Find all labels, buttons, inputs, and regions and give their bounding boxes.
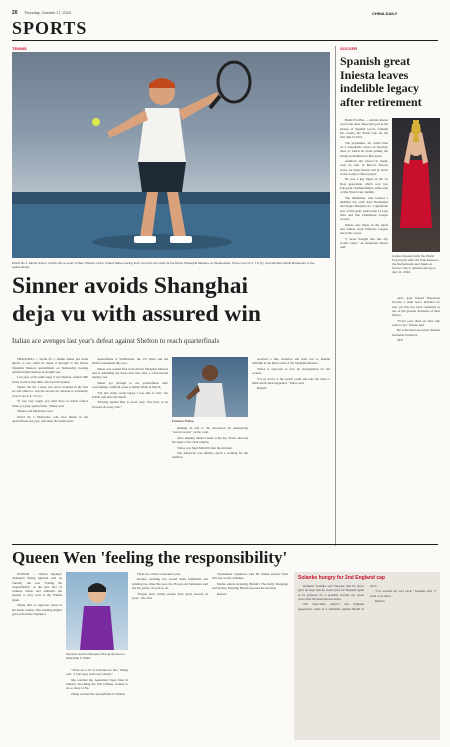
tennis-col1-para: Sinner, the No 1 seed, was never troubled in the first set and rallied to win the second set tiebreak to eventually close it out 6-4, 7-6 (1).: [12, 385, 88, 398]
soccer-col3-para: ona's goal helped Barcelona become a team never matched for real, yet this has been cemented as one of the greatest moments of their history.: [392, 296, 440, 318]
sidebar-para: Reuters: [375, 599, 385, 604]
soccer-col1-para: "I never thought that this day would come," an emotional Iniesta said.: [340, 236, 388, 250]
tennis-col4-para: "I'll go down to the locker room and take my time to think about what happened," Tiafoe said.: [252, 376, 330, 385]
iniesta-photo-caption: Andres Iniesta holds the World Cup trophy after the final between the Netherlands and Spain at Soccer City in Johannesburg on July 11, 2010.: [392, 254, 439, 275]
soccer-col1-para: Iniesta also shone in the Japan and United Arab Emirates leagues late in his career.: [340, 222, 388, 236]
zheng-story-col4: [212, 572, 288, 740]
soccer-story-col3: [392, 296, 440, 538]
zheng-col3-para: "People don't realize people have great seasons in sport," she said.: [132, 591, 208, 600]
newspaper-name: CHINA DAILY: [372, 10, 398, 16]
tennis-col3-para: pushing an end to the discussion by announcing "several serves" on the court.: [172, 426, 248, 435]
zheng-col1-para: Zheng shot to superstar status in her home country after winning singles gold at the Paris Olympics.: [12, 603, 62, 616]
tennis-col4-para: received a fine violation and then lost to Roman Safiullin in the third round of the Shanghai Masters.: [252, 357, 330, 366]
tiafoe-photo-caption: Frances Tiafoe: [172, 419, 194, 423]
sidebar-para: The Newcastle player's last England appearance came as a substitute against Brazil in 2017.: [298, 584, 378, 611]
sinner-photo: [12, 52, 330, 258]
tennis-col2-para: Sinner was seeded first at the Rolex Shanghai Masters and is defending the hard-court title after a controversial doping case.: [92, 366, 168, 380]
soccer-story-col1: [340, 118, 388, 538]
zheng-illustration: [66, 572, 128, 650]
zheng-story-col2: [66, 668, 128, 740]
tennis-col2-para: "I'm just really, really happy I was able to win," the Italian said after the match.: [92, 390, 168, 399]
sinner-illustration: [12, 52, 330, 258]
tennis-col1-para: World No 5 Medvedev, who beat Sinner in the quarterfinals last year, will meet the Italian next.: [12, 414, 88, 423]
zheng-col3-para: Finals for a third consecutive year.: [137, 572, 182, 576]
tennis-story-col1: [12, 357, 88, 539]
tennis-story-col2: [92, 357, 168, 539]
column-divider: [335, 46, 336, 546]
zheng-headline: Queen Wen 'feeling the responsibility': [12, 548, 288, 567]
soccer-col1-para: Admired and adored in Spain, even by fans of Barça's fiercest rivals, for many Iniesta will go down as the country's finest player.: [340, 159, 388, 176]
page-number: 20: [12, 10, 18, 16]
bottom-rule: [12, 544, 438, 545]
zheng-col1-para: WUHAN — China's Olympic champion Zheng Qinwen said on Tuesday she was "feeling the responsibility" as the new face of Chinese tennis and admitted she needed to play well at the Wuhan Open.: [12, 572, 62, 602]
iniesta-illustration: [392, 118, 440, 252]
zheng-col4-para: Tournament organizers said the Sinner-Alcaraz final will stay on the schedule.: [212, 572, 288, 581]
soccer-col1-para: He was a key figure in the La Roja generation which won two European Championships, either side of that World Cup triumph.: [340, 177, 388, 195]
soccer-col1-para: The midfielder, who formed a midfield trio with Xavi Hernandez and Sergio Busquets for a significant part of that spell, added nine La Liga titles and four Champions League crowns.: [340, 195, 388, 222]
sidebar-para: Dominic Solanke said Tuesday that he never gave up hope that he would play for England again as he prepares for a possible second cap seven years after his international debut.: [298, 584, 364, 601]
tennis-col1-para: Last year, at the same stage it was Shelton, ranked 19th in the world at that time, who beat the Italian.: [12, 375, 88, 384]
tennis-col1-para: SHANGHAI — World No 1 Jannik Sinner put some ghosts to rest when he made it through to the Rolex Shanghai Masters quarterfinals on Wednesday, beating American Ben Shelton in straight sets.: [12, 357, 88, 374]
zheng-col4-para: Reuters: [217, 591, 227, 596]
soccer-col1-para: The playmaker, 40, called time on a remarkable career on Tuesday, most of which he spent pulling the strings in midfield for Barcelona.: [340, 140, 388, 158]
zheng-col2-para: "There are a lot of activities for me," Zheng said. "I can't play well every match.": [66, 668, 128, 677]
zheng-col2-para: Zheng reached the quarterfinals in Wuhan.: [71, 691, 126, 696]
section-title: SPORTS: [12, 18, 88, 38]
tennis-col2-para: "Playing against Ben is never easy. You have to be focused on every ball.": [92, 400, 168, 409]
soccer-col3-para: AFP: [397, 338, 403, 343]
main-deck: Italian ace avenges last year's defeat against Shelton to reach quarterfinals: [12, 337, 220, 345]
tennis-col3-para: After shaking Sinner's hand at the net, Tiafoe directed his anger at the chair umpire.: [172, 435, 248, 445]
zheng-story-col3: [132, 572, 208, 740]
main-headline-line1: Sinner avoids Shanghai: [12, 273, 248, 299]
soccer-col3-para: "Every year, there are fans who write to me," Iniesta said.: [392, 318, 440, 327]
tiafoe-photo: [172, 357, 248, 417]
sidebar-para: "I've worked my way back," Solanke said. "I want to be there.": [370, 589, 436, 598]
tennis-col4-para: Reuters: [257, 386, 267, 391]
soccer-col1-para: BARCELONA — Andres Iniesta scored the most important goal in the history of Spanish soccer, winning his country the World Cup for the first time in 2010.: [340, 118, 388, 140]
tennis-story-col4: [252, 357, 330, 539]
soccer-kicker: SOCCER: [340, 46, 358, 51]
zheng-photo: [66, 572, 128, 650]
section-rule: [12, 40, 438, 41]
tennis-story-col3: [172, 426, 248, 539]
tennis-col1-para: "It was very tough, you don't have so much control when you play against him," Sinner said.: [12, 399, 88, 408]
main-headline-line2: deja vu with assured win: [12, 301, 261, 327]
iniesta-photo: [392, 118, 440, 252]
zheng-col2-para: She reached the Australian Open final in January, becoming the first Chinese woman to do so since Li Na.: [66, 677, 128, 691]
zheng-photo-caption: Olympic tennis champion Zheng Qinwen in Shanghai in 2024.: [66, 652, 125, 661]
tiafoe-illustration: [172, 357, 248, 417]
tennis-col3-para: The American was initially given a warning for the outburst.: [172, 451, 248, 460]
soccer-col3-para: He is the most decorated Spanish footballer in history.: [392, 328, 440, 337]
tennis-col4-para: Tiafoe is expected to face an investigation for his actions.: [252, 366, 330, 376]
tennis-col3-para: Tiafoe was fined $60,000 after the incident.: [177, 445, 233, 450]
sinner-photo-caption: World No 1 Jannik Sinner of Italy hits a return to Ben Shelton of the United States during their round-of-16 match at the Rolex Shanghai Masters on Wednesday. Sinner won 6-4, 7-6 (1), and will face Daniil Medvedev in the quarterfinals.: [12, 261, 315, 270]
issue-date: Thursday, October 17, 2024: [24, 10, 71, 15]
zheng-col3-para: Despite reaching two Grand Slam semifinals and winning two titles this year, the 28-year-old Sabalenka said she has plenty of work to do.: [132, 577, 208, 591]
zheng-story-col1: [12, 572, 62, 740]
tennis-col2-para: quarterfinals at Wimbledon, the US Open and the Dubai tournament this year.: [92, 357, 168, 366]
soccer-headline: Spanish great Iniesta leaves indelible legacy after retirement: [340, 54, 422, 109]
tennis-col2-para: Sinner got through to the quarterfinals after overcoming a difficult week at Indian Wells in March.: [92, 380, 168, 390]
zheng-col4-para: Media outlets including Britain's The Daily Telegraph and Sydney Morning Herald reported the decision.: [212, 581, 288, 591]
tennis-kicker: TENNIS: [12, 46, 27, 51]
tennis-col1-para: Shelton and Medvedev next.: [17, 409, 54, 414]
sidebar-body: [298, 584, 436, 736]
sidebar-heading: Solanke hungry for 2nd England cap: [298, 575, 385, 581]
